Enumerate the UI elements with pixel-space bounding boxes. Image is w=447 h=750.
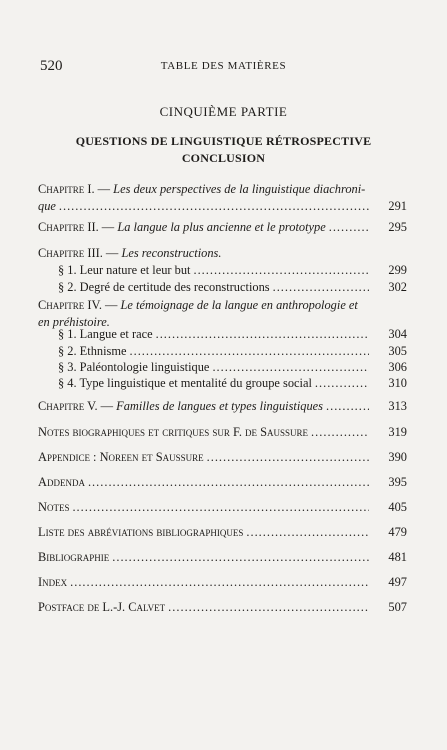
toc-entry-title: Addenda [38,475,85,489]
dot-leader [168,599,369,616]
toc-entry-page: 299 [388,263,407,277]
toc-entry-prefix: Chapitre I. — [38,182,114,196]
dot-leader [311,424,369,441]
toc-entry-4-2[interactable] [58,343,407,360]
toc-entry-title: Bibliographie [38,550,110,564]
toc-entry-page: 481 [388,550,407,564]
dot-leader [212,359,369,376]
toc-entry-title: La langue la plus ancienne et le prototype [117,220,326,234]
dot-leader [156,326,369,343]
running-head-title: TABLE DES MATIÈRES [160,60,287,72]
toc-entry-notes-biographiques[interactable] [38,424,407,441]
toc-entry-title: Les reconstructions. [121,246,222,260]
toc-entry-3-2[interactable] [58,279,407,296]
dot-leader [246,524,369,541]
part-title [0,133,447,167]
toc-entry-chapter-2[interactable] [38,219,407,236]
toc-entry-page: 305 [388,344,407,358]
toc-entry-chapter-3[interactable] [38,245,372,262]
toc-entry-page: 302 [388,280,407,294]
toc-entry-addenda[interactable] [38,474,407,491]
running-head [40,58,407,74]
dot-leader [112,549,369,566]
toc-entry-prefix: Chapitre III. — [38,246,122,260]
part-heading: CINQUIÈME PARTIE [159,104,288,119]
toc-entry-notes[interactable] [38,499,407,516]
toc-entry-4-1[interactable] [58,326,407,343]
toc-entry-page: 319 [388,425,407,439]
dot-leader [329,219,369,236]
dot-leader [207,449,369,466]
page-number: 520 [40,58,63,74]
toc-entry-page: 310 [388,376,407,390]
toc-entry-4-3[interactable] [58,359,407,376]
dot-leader [273,279,369,296]
dot-leader [326,398,369,415]
dot-leader [130,343,370,360]
toc-entry-page: 390 [388,450,407,464]
dot-leader [59,198,369,215]
toc-entry-title: Notes [38,500,70,514]
toc-entry-page: 291 [388,199,407,213]
toc-entry-postface[interactable] [38,599,407,616]
part-title-line2: CONCLUSION [181,151,266,165]
toc-entry-title: Appendice : Noreen et Saussure [38,450,204,464]
toc-entry-page: 304 [388,327,407,341]
dot-leader [315,375,369,392]
toc-entry-page: 306 [388,360,407,374]
toc-entry-title: Index [38,575,68,589]
toc-entry-abreviations[interactable] [38,524,407,541]
toc-entry-title-cont: que [38,199,56,213]
toc-entry-page: 405 [388,500,407,514]
toc-entry-title: § 4. Type linguistique et mentalité du groupe social [58,376,312,390]
toc-entry-page: 507 [388,600,407,614]
toc-entry-title: Le témoignage de la langue en anthropologie et [120,298,358,312]
toc-entry-4-4[interactable] [58,375,407,392]
toc-entry-prefix: Chapitre IV. — [38,298,121,312]
toc-entry-page: 497 [388,575,407,589]
dot-leader [72,499,369,516]
toc-entry-title: Les deux perspectives de la linguistique diachroni- [113,182,366,196]
toc-entry-title: § 1. Leur nature et leur but [58,263,191,277]
toc-entry-title-cont: en préhistoire. [38,315,110,329]
dot-leader [193,262,369,279]
toc-entry-title: Postface de L.-J. Calvet [38,600,166,614]
toc-entry-appendice[interactable] [38,449,407,466]
toc-entry-title: Notes biographiques et critiques sur F. de Saussure [38,425,309,439]
dot-leader [70,574,369,591]
toc-entry-page: 479 [388,525,407,539]
toc-entry-title: § 1. Langue et race [58,327,153,341]
toc-entry-prefix: Chapitre V. — [38,399,117,413]
toc-entry-title: § 2. Ethnisme [58,344,127,358]
dot-leader [88,474,369,491]
toc-entry-chapter-5[interactable] [38,398,407,415]
toc-entry-chapter-1[interactable] [38,181,407,215]
toc-entry-bibliographie[interactable] [38,549,407,566]
toc-entry-title: Familles de langues et types linguistiques [116,399,323,413]
part-title-line1: QUESTIONS DE LINGUISTIQUE RÉTROSPECTIVE [75,134,372,148]
toc-entry-title: § 2. Degré de certitude des reconstructions [58,280,270,294]
toc-entry-page: 295 [388,220,407,234]
toc-entry-page: 395 [388,475,407,489]
toc-entry-page: 313 [388,399,407,413]
toc-entry-3-1[interactable] [58,262,407,279]
toc-entry-title: Liste des abréviations bibliographiques [38,525,244,539]
toc-entry-index[interactable] [38,574,407,591]
toc-entry-prefix: Chapitre II. — [38,220,118,234]
toc-entry-title: § 3. Paléontologie linguistique [58,360,210,374]
